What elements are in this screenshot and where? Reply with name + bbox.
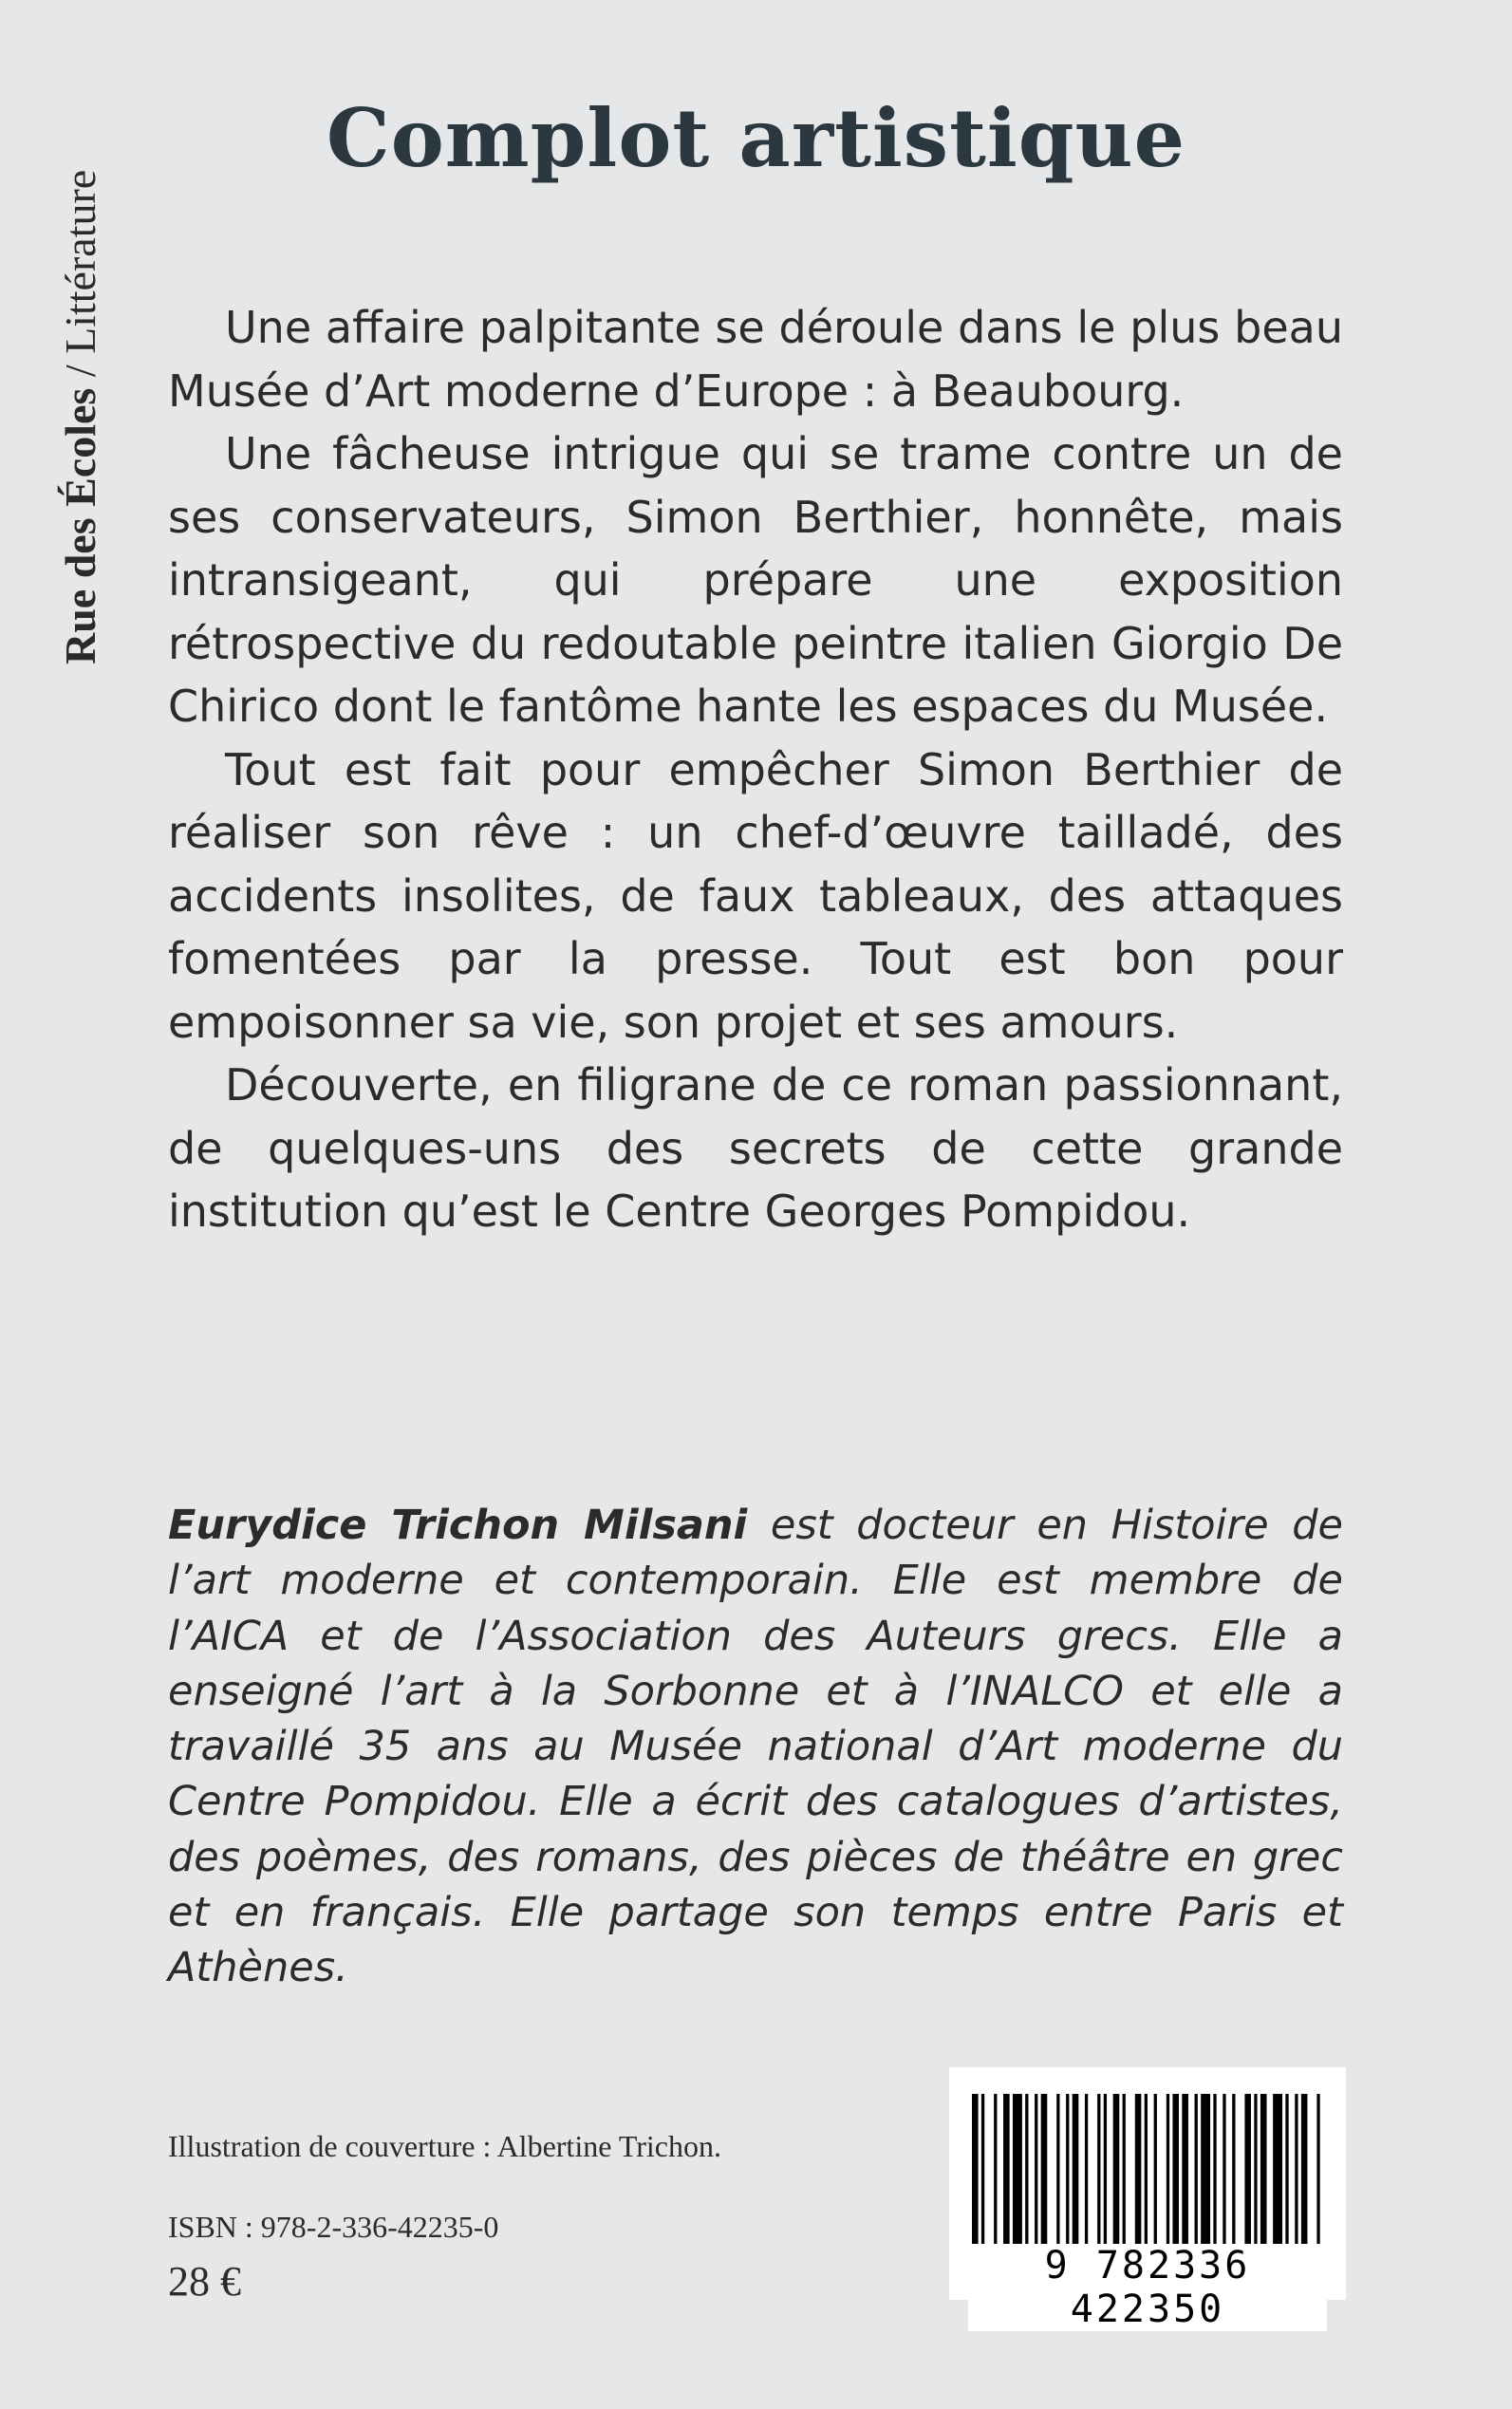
barcode-bar [1285,2094,1288,2255]
barcode-bar [1135,2094,1142,2255]
barcode-bar [1013,2094,1022,2255]
genre-name: Littérature [56,169,104,354]
barcode-bar [1123,2094,1126,2255]
spine-text [55,170,105,664]
spine-separator: / [56,353,104,388]
barcode-bar [1085,2094,1088,2255]
barcode-bar [1232,2094,1235,2255]
barcode-bar [1073,2094,1079,2255]
barcode-bar [1154,2094,1157,2255]
barcode-bar [1223,2094,1225,2255]
isbn: ISBN : 978-2-336-42235-0 [168,2210,499,2244]
barcode-digits: 9 782336 422350 [968,2244,1327,2331]
barcode-bar [1254,2094,1257,2255]
barcode-bar [1260,2094,1267,2255]
barcode-bar [1201,2094,1210,2255]
barcode-bar [1182,2094,1188,2255]
barcode-bar [1316,2094,1319,2255]
barcode-bar [1273,2094,1282,2255]
author-name: Eurydice Trichon Milsani [168,1502,748,1549]
price: 28 € [168,2258,241,2305]
barcode-bars [968,2094,1327,2255]
blurb-paragraph: Une fâcheuse intrigue qui se trame contre un de ses conservateurs, Simon Berthier, honnête, mais intransigeant, qui prépare une exposition rétrospective du redoutable peintre italien Giorgio De Chirico dont le fantôme hante les espaces du Musée. [168,428,1343,732]
blurb-paragraph: Une affaire palpitante se déroule dans le plus beau Musée d’Art moderne d’Europe : à Beaubourg. [168,302,1343,417]
barcode-bar [972,2094,979,2255]
barcode-bar [1035,2094,1037,2255]
barcode-bar [1172,2094,1179,2255]
barcode-bar [1145,2094,1148,2255]
blurb-paragraph: Découverte, en filigrane de ce roman passionnant, de quelques-uns des secrets de cette grande institution qu’est le Centre Georges Pompidou. [168,1059,1343,1237]
series-name: Rue des Écoles [56,387,104,664]
book-title: Complot artistique [326,91,1186,185]
barcode-bar [1195,2094,1198,2255]
barcode-bar [1301,2094,1308,2255]
illustration-credit: Illustration de couverture : Albertine Trichon. [168,2129,721,2163]
barcode-bar [1213,2094,1216,2255]
barcode-bar [1041,2094,1048,2255]
blurb [168,296,1343,1243]
barcode-bar [994,2094,997,2255]
barcode-bar [981,2094,984,2255]
barcode-bar [1104,2094,1107,2255]
barcode-bar [1295,2094,1297,2255]
barcode-bar [1025,2094,1028,2255]
blurb-paragraph: Tout est fait pour empêcher Simon Berthier de réaliser son rêve : un chef-d’œuvre tailladé, des accidents insolites, de faux tableaux, des attaques fomentées par la presse. Tout est bon pour empoisonner sa vie, son projet et ses amours. [168,743,1343,1048]
barcode-bar [1097,2094,1100,2255]
barcode-bar [1113,2094,1120,2255]
barcode-bar [1056,2094,1059,2255]
author-bio-text: est docteur en Histoire de l’art moderne et contemporain. Elle est membre de l’AICA et de l’Association des Auteurs grecs. Elle a enseigné l’art à la Sorbonne et à l’INALCO et elle a travaillé 35 ans au Musée national d’Art moderne du Centre Pompidou. Elle a écrit des catalogues d’artistes, des poèmes, des romans, des pièces de théâtre en grec et en français. Elle partage son temps entre Paris et Athènes. [168,1502,1343,1992]
barcode [949,2067,1346,2331]
barcode-bar [1244,2094,1251,2255]
barcode-bar [1003,2094,1010,2255]
author-bio [168,1498,1343,1996]
barcode-bar [1066,2094,1069,2255]
barcode-bar [1167,2094,1169,2255]
